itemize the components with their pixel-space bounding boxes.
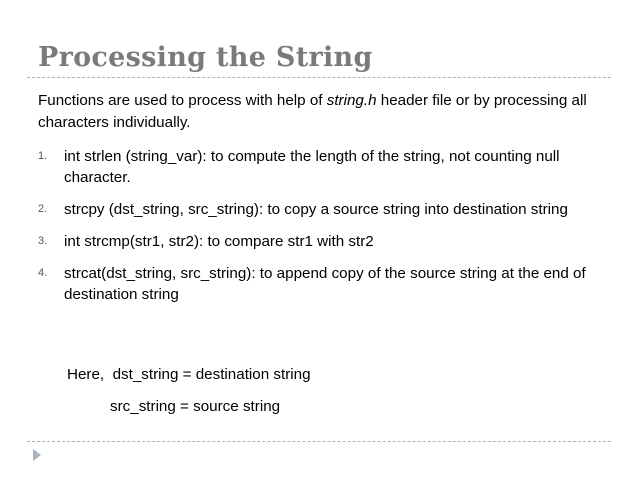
intro-paragraph [38, 90, 608, 133]
list-number: 2. [38, 203, 48, 215]
list-number: 1. [38, 150, 48, 162]
note-line-1: Here, dst_string = destination string [67, 366, 311, 383]
list-item [38, 146, 608, 188]
list-item-text: strcpy (dst_string, src_string): to copy a source string into destination string [64, 201, 568, 218]
list-number: 3. [38, 235, 48, 247]
intro-text-start: Functions are used to process with help of [38, 92, 327, 109]
list-item [38, 231, 608, 252]
list-item-text: int strlen (string_var): to compute the length of the string, not counting null character. [64, 148, 560, 186]
intro-emphasis: string.h [326, 92, 377, 109]
footer-divider [27, 441, 611, 442]
intro-text-end: header file or by processing all characters individually. [38, 92, 587, 131]
list-item-text: strcat(dst_string, src_string): to append copy of the source string at the end of destination string [64, 265, 586, 303]
title-divider [27, 77, 611, 78]
list-item [38, 263, 608, 305]
slide-title: Processing the String [38, 42, 373, 73]
list-item-text: int strcmp(str1, str2): to compare str1 with str2 [64, 233, 374, 250]
list-number: 4. [38, 267, 48, 279]
play-arrow-icon [33, 449, 41, 461]
note-line-2: src_string = source string [110, 398, 281, 415]
list-item [38, 199, 608, 220]
function-list [38, 146, 608, 305]
